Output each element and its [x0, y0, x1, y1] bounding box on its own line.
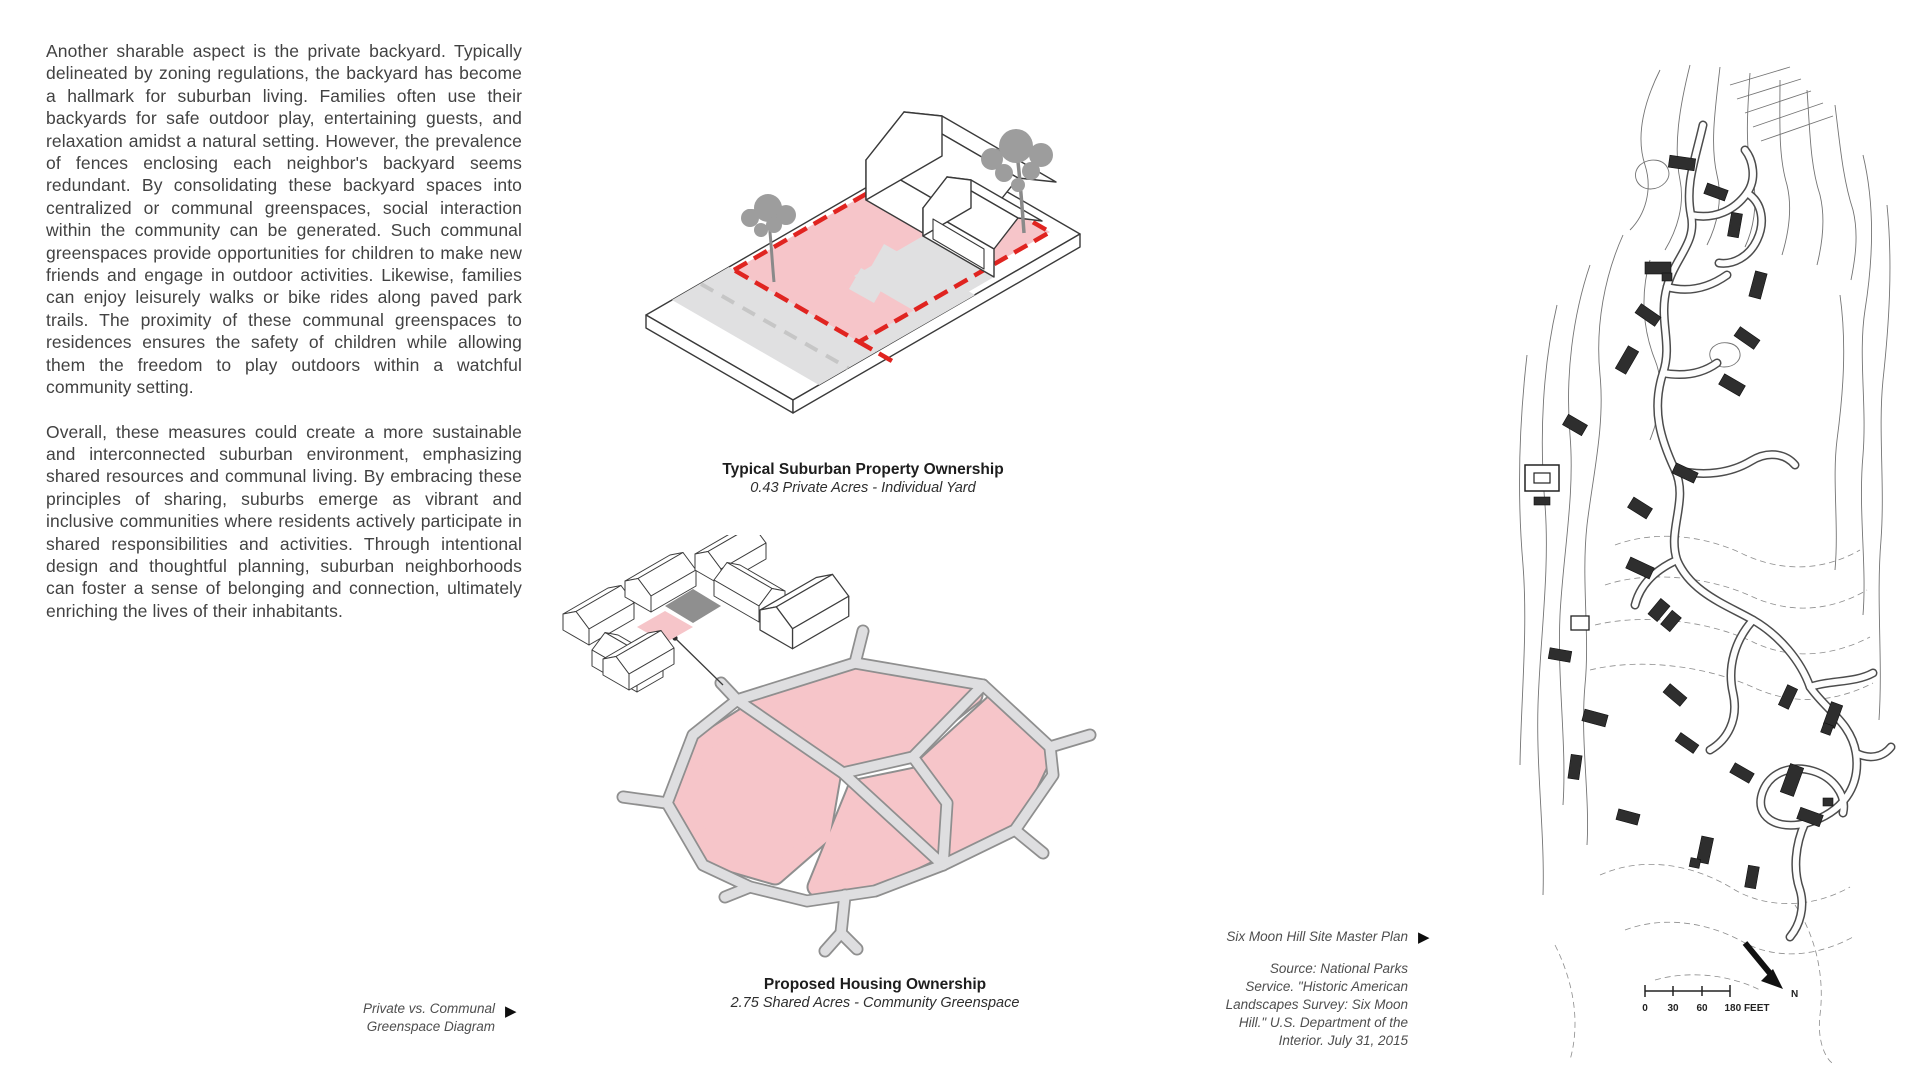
- leader-line: [672, 635, 723, 685]
- suburban-property-diagram: [628, 100, 1098, 430]
- site-buildings: [1525, 155, 1843, 889]
- caption-title: Typical Suburban Property Ownership: [722, 461, 1004, 478]
- scale-label-180: 180 FEET: [1724, 1003, 1770, 1014]
- greenspace-diagram-caption: Private vs. Communal Greenspace Diagram: [362, 1001, 495, 1034]
- scale-label-60: 60: [1696, 1003, 1708, 1014]
- suburban-diagram-caption: [628, 460, 1098, 497]
- paragraph-backyard: Another sharable aspect is the private backyard. Typically delineated by zoning regulations, the backyard has become a hallmark for suburban living. Families often use their backyards for safe outdoor play, entertaining guests, and relaxation amidst a natural setting. However, the prevalence of fences enclosing each neighbor's backyard seems redundant. By consolidating these backyard spaces into centralized or communal greenspaces, social interaction within the community can be generated. Such communal greenspaces provide opportunities for children to make new friends and engage in outdoor activities. Likewise, families can enjoy leisurely walks or bike rides along paved park trails. The proximity of these communal greenspaces to residences ensures the safety of children while allowing them the freedom to play outdoors within a watchful community setting.: [46, 41, 522, 398]
- proposed-housing-diagram: [545, 535, 1205, 975]
- site-plan-caption: Six Moon Hill Site Master Plan: [1226, 929, 1408, 944]
- body-text-column: [46, 40, 522, 644]
- source-attribution: Source: National Parks Service. "Historic American Landscapes Survey: Six Moon Hill." U.S. Department of the Interior. July 31, 2015: [1225, 961, 1408, 1048]
- north-label: N: [1791, 989, 1799, 1000]
- scale-label-0: 0: [1642, 1003, 1648, 1014]
- scale-bar: [1645, 985, 1730, 997]
- site-master-plan-map: [1495, 25, 1905, 1065]
- caption-title: Proposed Housing Ownership: [763, 976, 987, 993]
- caption-subtitle: 2.75 Shared Acres - Community Greenspace: [730, 995, 1020, 1011]
- scale-label-30: 30: [1667, 1003, 1679, 1014]
- proposed-diagram-caption: [545, 975, 1205, 1012]
- caption-arrow-icon: ▶: [505, 1003, 517, 1020]
- site-roads: [1635, 125, 1891, 937]
- paragraph-overall: Overall, these measures could create a more sustainable and interconnected suburban environment, emphasizing shared resources and communal living. By embracing these principles of sharing, suburbs emerge as vibrant and inclusive communities where residents actively participate in shared responsibilities and activities. Through intentional design and thoughtful planning, suburban neighborhoods can foster a sense of belonging and connection, ultimately enriching the lives of their inhabitants.: [46, 421, 522, 621]
- caption-subtitle: 0.43 Private Acres - Individual Yard: [750, 480, 976, 496]
- outlined-building: [1525, 465, 1559, 491]
- caption-arrow-icon: ▶: [1418, 929, 1430, 946]
- north-arrow-icon: [1745, 943, 1783, 989]
